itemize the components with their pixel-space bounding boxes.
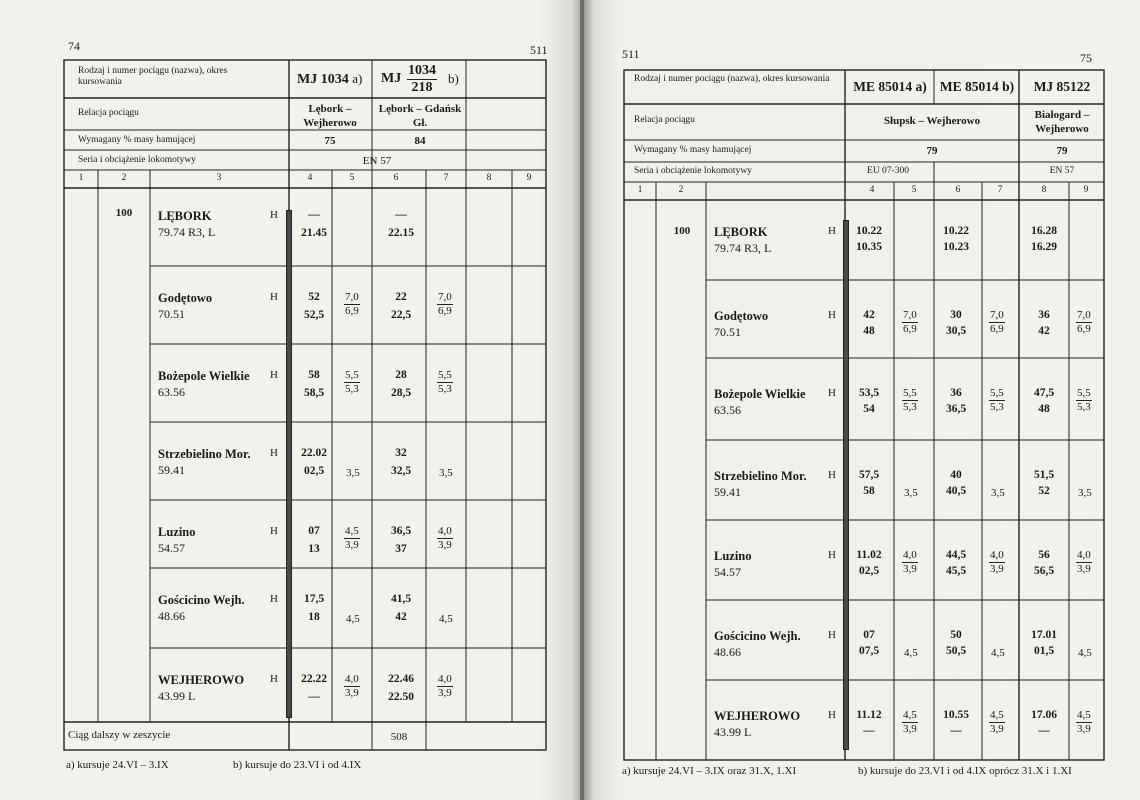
fraction-bottom: 3,9 — [438, 687, 452, 699]
train-3-arrival: 47,5 — [1033, 387, 1055, 399]
train-2-arrival: 22 — [395, 291, 407, 303]
station-km: 48.66 — [158, 609, 185, 623]
train-2-run-time: 4,5 — [439, 613, 453, 625]
station-km: 43.99 L — [158, 689, 196, 703]
train-r1-name: ME 85014 a) — [853, 79, 927, 94]
header-loco: Seria i obciążenie lokomotywy — [78, 155, 196, 165]
station-name: Godętowo — [714, 309, 769, 323]
train-3-arrival: 51,5 — [1033, 469, 1055, 481]
train-1-departure: 54 — [863, 403, 875, 415]
route-number-right: 511 — [622, 47, 640, 61]
train-2-run-time — [437, 674, 453, 699]
footnote-a-right: a) kursuje 24.VI – 3.IX oraz 31.X, 1.XI — [622, 765, 797, 777]
fraction-bottom: 5,3 — [1077, 401, 1091, 413]
train-2-departure: 45,5 — [945, 565, 967, 577]
fraction-bottom: 3,9 — [345, 687, 359, 699]
train-1-departure: 58 — [863, 485, 875, 497]
loco-series: EN 57 — [362, 155, 392, 167]
train-1-run-time: 3,5 — [904, 487, 918, 499]
train-3-run-time — [1076, 310, 1092, 335]
footnote-b-right: b) kursuje do 23.VI i od 4.IX oprócz 31.X i 1.XI — [858, 765, 1072, 777]
train-2-number: $\frac{1034}{218}$ — [408, 63, 436, 95]
column-number: 4 — [869, 185, 875, 195]
train-1-arrival: 52 — [308, 291, 320, 303]
fraction-bottom: 5,3 — [438, 383, 452, 395]
stop-flag: H — [828, 549, 836, 561]
train-3-departure: — — [1038, 725, 1050, 737]
fraction-bottom: 3,9 — [990, 563, 1004, 575]
train-2-departure: 10.23 — [943, 241, 969, 253]
train-1-arrival: 11.12 — [856, 709, 882, 721]
train-r12-relation: Słupsk – Wejherowo — [883, 115, 981, 127]
train-2-arrival: 22.46 — [388, 673, 414, 685]
fraction-top: 7,0 — [345, 291, 359, 303]
train-2-departure: 22.50 — [388, 691, 414, 703]
stop-flag: H — [270, 673, 278, 685]
fraction-top: 5,5 — [345, 369, 359, 381]
train-2-arrival: 32 — [395, 447, 407, 459]
fraction-bottom: 3,9 — [1077, 563, 1091, 575]
column-number: 7 — [443, 173, 449, 183]
train-1-departure: — — [863, 725, 875, 737]
fraction-bottom: 3,9 — [438, 539, 452, 551]
train-3-run-time — [1076, 710, 1092, 735]
train-1-departure: 52,5 — [303, 309, 325, 321]
station-km: 59.41 — [158, 463, 185, 477]
train-1-run-time — [902, 388, 918, 413]
train-3-arrival: 36 — [1038, 309, 1050, 321]
train-1-arrival: 11.02 — [856, 549, 882, 561]
train-1-arrival: 17,5 — [303, 593, 325, 605]
train-2-run-time: 3,5 — [991, 487, 1005, 499]
train-1-arrival: 22.02 — [301, 447, 327, 459]
column-number: 1 — [637, 185, 643, 195]
train-2-departure: 40,5 — [945, 485, 967, 497]
train-1-departure: 02,5 — [303, 465, 325, 477]
train-2-arrival: 36 — [950, 387, 962, 399]
train-1-run-time: 4,5 — [346, 613, 360, 625]
fraction-bottom: 6,9 — [1077, 323, 1091, 335]
train-3-departure: 52 — [1038, 485, 1050, 497]
station-name: Bożepole Wielkie — [714, 387, 806, 401]
train-3-arrival: 56 — [1038, 549, 1050, 561]
train-2-run-time — [437, 292, 453, 317]
fraction-top: 7,0 — [903, 309, 917, 321]
train-3-run-time: 4,5 — [1078, 647, 1092, 659]
fraction-bottom: 3,9 — [990, 723, 1004, 735]
station-name: Luzino — [158, 525, 196, 539]
train-r3-braking: 79 — [1056, 145, 1068, 157]
train-3-departure: 56,5 — [1033, 565, 1055, 577]
train-2-departure: 50,5 — [945, 645, 967, 657]
train-2-departure: 22.15 — [388, 227, 414, 239]
stop-flag: H — [828, 709, 836, 721]
train-2-arrival: 44,5 — [945, 549, 967, 561]
stop-flag: H — [828, 309, 836, 321]
fraction-top: 4,0 — [438, 525, 452, 537]
train-1-run-time: 4,5 — [904, 647, 918, 659]
continuation-label: Ciąg dalszy w zeszycie — [68, 729, 171, 741]
train-2-departure: 37 — [395, 543, 407, 555]
fraction-bottom: 3,9 — [903, 563, 917, 575]
train-2-note: b) — [448, 71, 459, 86]
train-1-arrival: 10.22 — [856, 225, 882, 237]
stop-flag: H — [828, 469, 836, 481]
train-2-arrival: 50 — [950, 629, 962, 641]
column-number: 2 — [678, 185, 684, 195]
fraction-bottom: 3,9 — [903, 723, 917, 735]
track-bar-right — [843, 220, 849, 750]
station-name: LĘBORK — [158, 209, 212, 223]
train-2-arrival: 30 — [950, 309, 962, 321]
column-number: 9 — [526, 173, 532, 183]
header-train: Rodzaj i numer pociągu (nazwa), okres kursowania — [78, 66, 228, 87]
fraction-top: 4,0 — [990, 549, 1004, 561]
fraction-top: 4,0 — [1077, 549, 1091, 561]
page-number-right: 75 — [1080, 51, 1092, 65]
stop-flag: H — [270, 209, 278, 221]
stop-flag: H — [270, 291, 278, 303]
train-2-arrival: 10.55 — [943, 709, 969, 721]
train-1-departure: 21.45 — [301, 227, 327, 239]
train-1-arrival: 22.22 — [301, 673, 327, 685]
train-3-departure: 42 — [1038, 325, 1050, 337]
train-1-departure: 58,5 — [303, 387, 325, 399]
fraction-top: 4,5 — [1077, 709, 1091, 721]
train-1-run-time — [344, 292, 360, 317]
train-2-run-time — [989, 710, 1005, 735]
train-1-departure: 10.35 — [856, 241, 882, 253]
train-3-run-time: 3,5 — [1078, 487, 1092, 499]
station-code: 100 — [115, 207, 133, 219]
stop-flag: H — [270, 447, 278, 459]
header-braking: Wymagany % masy hamującej — [78, 135, 196, 145]
train-1-departure: 07,5 — [858, 645, 880, 657]
station-name: Bożepole Wielkie — [158, 369, 250, 383]
fraction-top: 5,5 — [990, 387, 1004, 399]
footnote-a: a) kursuje 24.VI – 3.IX — [66, 759, 169, 771]
train-1-departure: 13 — [308, 543, 320, 555]
column-number: 5 — [911, 185, 917, 195]
column-number: 2 — [121, 173, 127, 183]
train-1-arrival: 53,5 — [858, 387, 880, 399]
fraction-bottom: 5,3 — [990, 401, 1004, 413]
fraction-bottom: 5,3 — [903, 401, 917, 413]
train-1-run-time — [902, 550, 918, 575]
train-2-arrival: 40 — [950, 469, 962, 481]
train-2-arrival: 41,5 — [390, 593, 412, 605]
train-3-arrival: 17.01 — [1031, 629, 1057, 641]
page-number: 74 — [68, 39, 80, 53]
train-1-run-time: 3,5 — [346, 467, 360, 479]
train-2-departure: 42 — [395, 611, 407, 623]
station-name: Luzino — [714, 549, 752, 563]
train-2-arrival: 28 — [395, 369, 407, 381]
train-2-run-time — [989, 388, 1005, 413]
column-number: 8 — [486, 173, 492, 183]
continuation-value: 508 — [390, 731, 408, 743]
loco-series-r3: EN 57 — [1049, 166, 1075, 176]
train-r3-relation: Białogard – Wejherowo — [1034, 109, 1090, 136]
station-name: WEJHEROWO — [714, 709, 801, 723]
station-name: Gościcino Wejh. — [158, 593, 245, 607]
train-r2-name: ME 85014 b) — [939, 79, 1015, 94]
train-1-run-time — [344, 370, 360, 395]
train-3-arrival: 16.28 — [1031, 225, 1057, 237]
column-number: 3 — [216, 173, 222, 183]
station-name: Godętowo — [158, 291, 213, 305]
fraction-top: 7,0 — [438, 291, 452, 303]
column-number: 9 — [1083, 185, 1089, 195]
fraction-top: 7,0 — [990, 309, 1004, 321]
train-3-departure: 48 — [1038, 403, 1050, 415]
fraction-bottom: 6,9 — [990, 323, 1004, 335]
header-braking-right: Wymagany % masy hamującej — [634, 145, 752, 155]
train-2-departure: 22,5 — [390, 309, 412, 321]
train-2-arrival: 10.22 — [943, 225, 969, 237]
train-1-arrival: 57,5 — [858, 469, 880, 481]
column-number: 6 — [393, 173, 399, 183]
train-2-departure: 28,5 — [390, 387, 412, 399]
station-km: 48.66 — [714, 645, 741, 659]
train-1-arrival: 58 — [308, 369, 320, 381]
fraction-bottom: 6,9 — [438, 305, 452, 317]
train-1-relation: Lębork – Wejherowo — [303, 103, 357, 130]
train-2-departure: 30,5 — [945, 325, 967, 337]
stop-flag: H — [828, 387, 836, 399]
train-2-run-time — [989, 550, 1005, 575]
train-3-run-time — [1076, 388, 1092, 413]
train-1-braking: 75 — [324, 135, 336, 147]
train-2-braking: 84 — [414, 135, 426, 147]
train-2-departure: — — [950, 725, 962, 737]
station-km: 70.51 — [714, 325, 741, 339]
stop-flag: H — [828, 629, 836, 641]
fraction-bottom: 6,9 — [345, 305, 359, 317]
loco-series-r12: EU 07-300 — [867, 166, 909, 176]
station-km: 63.56 — [714, 403, 741, 417]
footnote-b: b) kursuje do 23.VI i od 4.IX — [233, 759, 362, 771]
station-km: 79.74 R3, L — [714, 241, 772, 255]
station-km: 70.51 — [158, 307, 185, 321]
train-3-arrival: 17.06 — [1031, 709, 1057, 721]
stop-flag: H — [828, 225, 836, 237]
train-1-arrival: 42 — [863, 309, 875, 321]
train-1-run-time — [902, 310, 918, 335]
fraction-top: 4,5 — [990, 709, 1004, 721]
header-train-right: Rodzaj i numer pociągu (nazwa), okres kursowania — [634, 74, 830, 84]
fraction-top: 4,0 — [345, 673, 359, 685]
train-r3-name: MJ 85122 — [1033, 79, 1091, 94]
stop-flag: H — [270, 593, 278, 605]
column-number: 5 — [349, 173, 355, 183]
station-km: 43.99 L — [714, 725, 752, 739]
column-number: 1 — [78, 173, 84, 183]
train-2-arrival: 36,5 — [390, 525, 412, 537]
train-3-run-time — [1076, 550, 1092, 575]
train-1-run-time — [344, 674, 360, 699]
train-1-name: MJ 1034 a) — [297, 71, 363, 87]
train-2-departure: 36,5 — [945, 403, 967, 415]
train-1-arrival: 07 — [308, 525, 320, 537]
train-2-departure: 32,5 — [390, 465, 412, 477]
station-name: WEJHEROWO — [158, 673, 245, 687]
timetable-left — [64, 60, 546, 750]
train-1-departure: 48 — [863, 325, 875, 337]
fraction-top: 5,5 — [1077, 387, 1091, 399]
fraction-top: 7,0 — [1077, 309, 1091, 321]
fraction-bottom: 6,9 — [903, 323, 917, 335]
station-code: 100 — [673, 225, 691, 237]
station-km: 54.57 — [714, 565, 741, 579]
fraction-top: 5,5 — [903, 387, 917, 399]
train-1-run-time — [902, 710, 918, 735]
fraction-bottom: 3,9 — [345, 539, 359, 551]
fraction-top: 4,5 — [345, 525, 359, 537]
column-number: 4 — [307, 173, 313, 183]
fraction-top: 5,5 — [438, 369, 452, 381]
station-name: Strzebielino Mor. — [158, 447, 251, 461]
timetable-right — [624, 70, 1104, 760]
train-1-departure: 02,5 — [858, 565, 880, 577]
station-km: 63.56 — [158, 385, 185, 399]
train-3-departure: 01,5 — [1033, 645, 1055, 657]
station-km: 79.74 R3, L — [158, 225, 216, 239]
route-number: 511 — [530, 43, 548, 57]
track-bar — [286, 210, 292, 718]
station-name: Gościcino Wejh. — [714, 629, 801, 643]
fraction-bottom: 5,3 — [345, 383, 359, 395]
train-1-departure: — — [308, 691, 320, 703]
stop-flag: H — [270, 369, 278, 381]
column-number: 7 — [997, 185, 1003, 195]
fraction-top: 4,0 — [438, 673, 452, 685]
column-number: 6 — [955, 185, 961, 195]
header-loco-right: Seria i obciążenie lokomotywy — [634, 166, 752, 176]
train-2-run-time — [437, 370, 453, 395]
column-number: 8 — [1041, 185, 1047, 195]
station-name: Strzebielino Mor. — [714, 469, 807, 483]
train-2-run-time — [437, 526, 453, 551]
header-relation: Relacja pociągu — [78, 108, 139, 118]
station-km: 59.41 — [714, 485, 741, 499]
stop-flag: H — [270, 525, 278, 537]
train-2-arrival: — — [395, 209, 407, 221]
train-1-arrival: 07 — [863, 629, 875, 641]
fraction-top: 4,5 — [903, 709, 917, 721]
train-1-arrival: — — [308, 209, 320, 221]
train-2-run-time: 3,5 — [439, 467, 453, 479]
train-1-departure: 18 — [308, 611, 320, 623]
train-2-run-time: 4,5 — [991, 647, 1005, 659]
fraction-top: 4,0 — [903, 549, 917, 561]
train-1-run-time — [344, 526, 360, 551]
header-relation-right: Relacja pociągu — [634, 115, 695, 125]
train-r12-braking: 79 — [926, 145, 938, 157]
fraction-bottom: 3,9 — [1077, 723, 1091, 735]
train-3-departure: 16.29 — [1031, 241, 1057, 253]
train-2-name: MJ — [381, 71, 402, 86]
train-2-run-time — [989, 310, 1005, 335]
station-km: 54.57 — [158, 541, 185, 555]
train-2-relation: Lębork – Gdańsk Gł. — [378, 103, 462, 130]
station-name: LĘBORK — [714, 225, 768, 239]
